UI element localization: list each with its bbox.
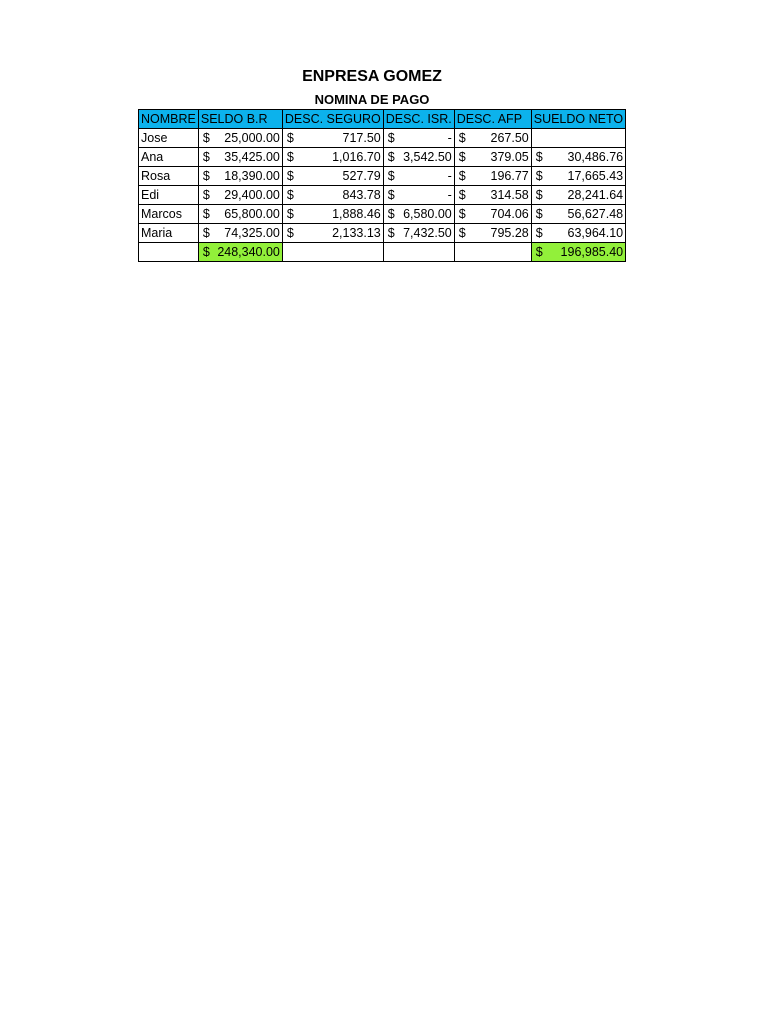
neto-value: 56,627.48 — [567, 207, 624, 221]
currency-symbol: $ — [458, 226, 466, 240]
currency-symbol: $ — [387, 207, 395, 221]
seguro-value: 1,888.46 — [332, 207, 381, 221]
currency-symbol: $ — [458, 188, 466, 202]
isr-value: - — [447, 131, 452, 145]
salary-cell — [198, 224, 282, 243]
table-row — [139, 205, 626, 224]
neto-value: 63,964.10 — [567, 226, 624, 240]
currency-symbol: $ — [286, 188, 294, 202]
neto-cell — [531, 205, 625, 224]
currency-symbol: $ — [458, 169, 466, 183]
seguro-value: 2,133.13 — [332, 226, 381, 240]
isr-cell — [383, 205, 454, 224]
table-row — [139, 167, 626, 186]
table-row — [139, 129, 626, 148]
currency-symbol: $ — [535, 150, 543, 164]
afp-cell — [454, 205, 531, 224]
seguro-cell — [282, 224, 383, 243]
currency-symbol: $ — [286, 150, 294, 164]
total-salary-value: 248,340.00 — [217, 245, 280, 259]
currency-symbol: $ — [387, 226, 395, 240]
payroll-subtitle: NOMINA DE PAGO — [314, 92, 430, 107]
currency-symbol: $ — [202, 188, 210, 202]
currency-symbol: $ — [535, 245, 543, 259]
afp-value: 267.50 — [490, 131, 529, 145]
totals-empty-cell — [383, 243, 454, 262]
seguro-cell — [282, 186, 383, 205]
total-neto-value: 196,985.40 — [560, 245, 624, 259]
employee-name: Edi — [139, 186, 199, 205]
total-neto-cell — [531, 243, 625, 262]
seguro-cell — [282, 129, 383, 148]
isr-value: 7,432.50 — [403, 226, 452, 240]
afp-cell — [454, 167, 531, 186]
employee-name: Maria — [139, 224, 199, 243]
employee-name: Jose — [139, 129, 199, 148]
salary-value: 65,800.00 — [224, 207, 280, 221]
col-header-sueldo-neto: SUELDO NETO — [531, 110, 625, 129]
currency-symbol: $ — [387, 131, 395, 145]
salary-value: 74,325.00 — [224, 226, 280, 240]
company-title: ENPRESA GOMEZ — [302, 68, 442, 85]
totals-empty-cell — [282, 243, 383, 262]
currency-symbol: $ — [202, 226, 210, 240]
currency-symbol: $ — [286, 226, 294, 240]
salary-value: 18,390.00 — [224, 169, 280, 183]
afp-cell — [454, 186, 531, 205]
salary-value: 25,000.00 — [224, 131, 280, 145]
seguro-value: 1,016.70 — [332, 150, 381, 164]
table-row — [139, 148, 626, 167]
currency-symbol: $ — [286, 131, 294, 145]
currency-symbol: $ — [202, 169, 210, 183]
table-row — [139, 186, 626, 205]
col-header-desc-seguro: DESC. SEGURO — [282, 110, 383, 129]
currency-symbol: $ — [286, 169, 294, 183]
afp-cell — [454, 224, 531, 243]
col-header-sueldo-bruto: SELDO B.R — [198, 110, 282, 129]
currency-symbol: $ — [387, 188, 395, 202]
salary-cell — [198, 186, 282, 205]
col-header-nombre: NOMBRE — [139, 110, 199, 129]
neto-cell — [531, 186, 625, 205]
currency-symbol: $ — [387, 150, 395, 164]
seguro-value: 843.78 — [342, 188, 381, 202]
total-salary-cell — [198, 243, 282, 262]
salary-cell — [198, 148, 282, 167]
currency-symbol: $ — [286, 207, 294, 221]
seguro-value: 717.50 — [342, 131, 381, 145]
neto-value: 17,665.43 — [567, 169, 624, 183]
isr-cell — [383, 186, 454, 205]
seguro-value: 527.79 — [342, 169, 381, 183]
salary-cell — [198, 167, 282, 186]
isr-cell — [383, 224, 454, 243]
currency-symbol: $ — [535, 207, 543, 221]
neto-value: 30,486.76 — [567, 150, 624, 164]
currency-symbol: $ — [202, 150, 210, 164]
currency-symbol: $ — [458, 150, 466, 164]
isr-value: 3,542.50 — [403, 150, 452, 164]
header-row — [139, 110, 626, 129]
afp-value: 704.06 — [490, 207, 529, 221]
seguro-cell — [282, 205, 383, 224]
afp-value: 196.77 — [490, 169, 529, 183]
currency-symbol: $ — [535, 226, 543, 240]
afp-value: 314.58 — [490, 188, 529, 202]
seguro-cell — [282, 148, 383, 167]
isr-cell — [383, 129, 454, 148]
isr-cell — [383, 148, 454, 167]
payroll-table — [138, 109, 626, 262]
isr-value: - — [447, 169, 452, 183]
salary-cell — [198, 129, 282, 148]
neto-cell — [531, 167, 625, 186]
col-header-desc-isr: DESC. ISR. — [383, 110, 454, 129]
afp-value: 379.05 — [490, 150, 529, 164]
employee-name: Rosa — [139, 167, 199, 186]
isr-value: 6,580.00 — [403, 207, 452, 221]
afp-value: 795.28 — [490, 226, 529, 240]
currency-symbol: $ — [387, 169, 395, 183]
totals-row — [139, 243, 626, 262]
neto-cell — [531, 224, 625, 243]
neto-value: 28,241.64 — [567, 188, 624, 202]
employee-name: Ana — [139, 148, 199, 167]
totals-empty-cell — [454, 243, 531, 262]
totals-empty-cell — [139, 243, 199, 262]
neto-cell — [531, 148, 625, 167]
col-header-desc-afp: DESC. AFP — [454, 110, 531, 129]
neto-cell — [531, 129, 625, 148]
table-row — [139, 224, 626, 243]
salary-value: 29,400.00 — [224, 188, 280, 202]
afp-cell — [454, 129, 531, 148]
currency-symbol: $ — [458, 131, 466, 145]
afp-cell — [454, 148, 531, 167]
employee-name: Marcos — [139, 205, 199, 224]
currency-symbol: $ — [535, 169, 543, 183]
currency-symbol: $ — [458, 207, 466, 221]
salary-cell — [198, 205, 282, 224]
isr-value: - — [447, 188, 452, 202]
salary-value: 35,425.00 — [224, 150, 280, 164]
currency-symbol: $ — [202, 131, 210, 145]
isr-cell — [383, 167, 454, 186]
currency-symbol: $ — [202, 207, 210, 221]
seguro-cell — [282, 167, 383, 186]
currency-symbol: $ — [202, 245, 210, 259]
currency-symbol: $ — [535, 188, 543, 202]
